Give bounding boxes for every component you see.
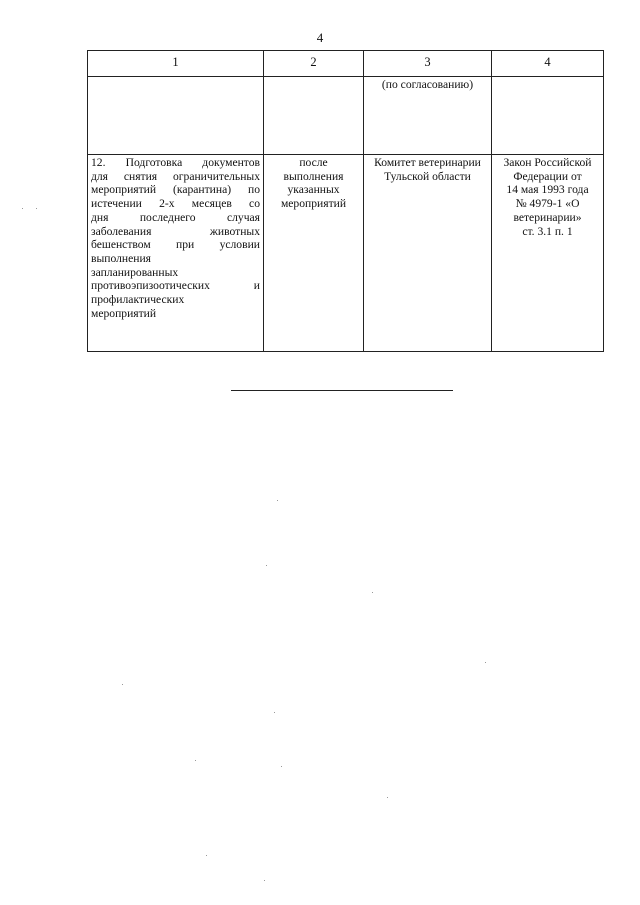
responsible-line: Тульской области [384, 169, 471, 183]
cell-12-measure [88, 155, 264, 352]
scan-speck [485, 662, 486, 663]
scan-speck [266, 565, 267, 566]
page-number: 4 [316, 30, 324, 45]
measure-line: мероприятий (карантина) по [91, 183, 260, 197]
column-header-2: 2 [264, 51, 364, 77]
measure-line: профилактических [91, 293, 185, 307]
column-header-4: 4 [492, 51, 604, 77]
measure-line: для снятия ограничительных [91, 169, 260, 183]
measures-table [87, 50, 604, 352]
scan-speck [122, 684, 123, 685]
legal-basis-line: 14 мая 1993 года [506, 183, 589, 197]
legal-basis-line: Закон Российской [503, 156, 592, 169]
measure-line: выполнения [91, 251, 151, 265]
cell-12-legal-basis [492, 155, 604, 352]
scan-speck [372, 592, 373, 593]
cell-12-deadline [264, 155, 364, 352]
column-header-1: 1 [88, 51, 264, 77]
scan-speck [36, 208, 37, 209]
measure-line: запланированных [91, 265, 179, 279]
document-end-separator [231, 390, 453, 391]
table-row-continuation [88, 77, 604, 155]
scan-speck [22, 208, 23, 209]
cell-cont-col1 [88, 77, 264, 155]
column-header-3: 3 [364, 51, 492, 77]
measure-line: дня последнего случая [91, 210, 260, 224]
legal-basis-line: ст. 3.1 п. 1 [522, 224, 573, 238]
legal-basis-line: Федерации от [513, 169, 582, 183]
measure-line: заболевания животных [91, 224, 260, 238]
scan-speck [387, 797, 388, 798]
cell-cont-col3: (по согласованию) [364, 77, 492, 155]
measure-line: бешенством при условии [91, 238, 260, 252]
scan-speck [277, 500, 278, 501]
measure-line: истечении 2-х месяцев со [91, 197, 260, 211]
measure-line: противоэпизоотических и [91, 279, 260, 293]
measure-line: 12. Подготовка документов [91, 156, 260, 169]
legal-basis-line: ветеринарии» [513, 210, 582, 224]
table-row-12 [88, 155, 604, 352]
scan-speck [206, 855, 207, 856]
deadline-line: мероприятий [280, 197, 347, 211]
deadline-line: после [299, 156, 328, 169]
cell-cont-col4 [492, 77, 604, 155]
deadline-line: выполнения [283, 169, 344, 183]
legal-basis-line: № 4979-1 «О [515, 197, 580, 211]
scan-speck [195, 760, 196, 761]
scan-speck [274, 712, 275, 713]
responsible-line: Комитет ветеринарии [374, 156, 481, 169]
cell-12-responsible [364, 155, 492, 352]
scan-speck [264, 880, 265, 881]
measure-line: мероприятий [91, 306, 157, 320]
cell-cont-col2 [264, 77, 364, 155]
deadline-line: указанных [287, 183, 340, 197]
scan-speck [281, 766, 282, 767]
table-header-row [88, 51, 604, 77]
